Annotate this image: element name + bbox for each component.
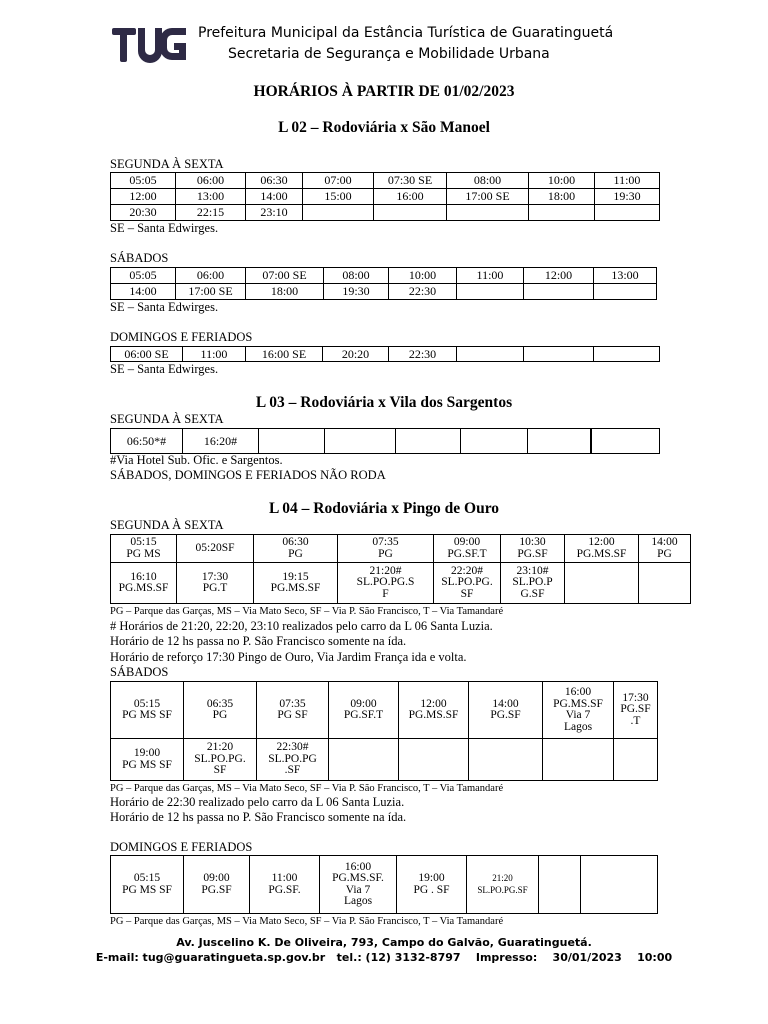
time-cell: 14:00 PG.SF [469, 682, 543, 739]
time-cell: 06:00 SE [111, 347, 183, 362]
time-cell: 08:00 [324, 268, 389, 284]
time-cell: 18:00 [246, 284, 324, 300]
time-cell [329, 739, 399, 781]
time-cell [565, 563, 639, 604]
footer-contact: E-mail: tug@guaratingueta.sp.gov.br tel.: (12) 3132-8797 Impresso: 30/01/2023 10:00 [95, 951, 673, 964]
time-cell: 05:05 [111, 268, 176, 284]
time-cell: 16:20# [183, 429, 259, 454]
time-cell [614, 739, 658, 781]
header-line-1: Prefeitura Municipal da Estância Turística de Guaratinguetá [198, 25, 614, 41]
time-cell: 16:10 PG.MS.SF [111, 563, 177, 604]
l02-saturday-label: SÁBADOS [110, 251, 169, 265]
l02-sunday-label: DOMINGOS E FERIADOS [110, 330, 253, 344]
l02-sunday-table [110, 346, 660, 362]
time-cell: 21:20# SL.PO.PG.S F [338, 563, 434, 604]
time-cell: 22:15 [176, 205, 246, 221]
time-cell: 12:00 PG.MS.SF [565, 535, 639, 563]
l03-title: L 03 – Rodoviária x Vila dos Sargentos [255, 394, 513, 411]
l04-weekday-table [110, 534, 691, 604]
time-cell: 19:15 PG.MS.SF [254, 563, 338, 604]
time-cell: 22:30# SL.PO.PG .SF [257, 739, 329, 781]
table-row [111, 347, 660, 362]
time-cell: 13:00 [594, 268, 657, 284]
table-row [111, 429, 660, 454]
time-cell [592, 429, 660, 454]
time-cell: 19:30 [595, 189, 660, 205]
l04-note-a: # Horários de 21:20, 22:20, 23:10 realizados pelo carro da L 06 Santa Luzia. [110, 619, 493, 633]
header-line-2: Secretaria de Segurança e Mobilidade Urbana [228, 46, 550, 62]
l04-legend-3: PG – Parque das Garças, MS – Via Mato Seco, SF – Via P. São Francisco, T – Via Tamandaré [110, 916, 504, 927]
time-cell [594, 284, 657, 300]
time-cell: 16:00 SE [246, 347, 323, 362]
time-cell [639, 563, 691, 604]
l02-weekday-table [110, 172, 660, 221]
table-row [111, 284, 657, 300]
time-cell: 05:05 [111, 173, 176, 189]
time-cell: 07:30 SE [374, 173, 447, 189]
time-cell: 08:00 [447, 173, 529, 189]
time-cell [595, 205, 660, 221]
time-cell [581, 856, 658, 914]
time-cell: 22:20# SL.PO.PG. SF [434, 563, 501, 604]
time-cell [259, 429, 325, 454]
time-cell: 21:20 SL.PO.PG. SF [184, 739, 257, 781]
l04-note-d: Horário de 22:30 realizado pelo carro da L 06 Santa Luzia. [110, 795, 405, 809]
time-cell: 19:30 [324, 284, 389, 300]
main-title: HORÁRIOS À PARTIR DE 01/02/2023 [253, 83, 515, 100]
time-cell: 14:00 [111, 284, 176, 300]
table-row [111, 189, 660, 205]
time-cell [457, 284, 524, 300]
time-cell: 19:00 PG MS SF [111, 739, 184, 781]
time-cell: 10:00 [529, 173, 595, 189]
table-row [111, 682, 658, 739]
time-cell: 20:30 [111, 205, 176, 221]
time-cell: 12:00 PG.MS.SF [399, 682, 469, 739]
l04-note-e: Horário de 12 hs passa no P. São Francisco somente na ída. [110, 810, 407, 824]
l02-note-2: SE – Santa Edwirges. [110, 300, 219, 314]
time-cell: 10:30 PG.SF [501, 535, 565, 563]
l02-note-1: SE – Santa Edwirges. [110, 221, 219, 235]
l04-note-b: Horário de 12 hs passa no P. São Francisco somente na ída. [110, 634, 407, 648]
time-cell [399, 739, 469, 781]
l02-title: L 02 – Rodoviária x São Manoel [278, 119, 490, 136]
time-cell [543, 739, 614, 781]
time-cell [374, 205, 447, 221]
time-cell: 06:00 [176, 173, 246, 189]
time-cell: 17:00 SE [447, 189, 529, 205]
table-row [111, 173, 660, 189]
table-row [111, 205, 660, 221]
time-cell: 19:00 PG . SF [397, 856, 467, 914]
time-cell: 06:50*# [111, 429, 183, 454]
l04-saturday-table [110, 681, 658, 781]
time-cell: 22:30 [389, 284, 457, 300]
time-cell [529, 205, 595, 221]
time-cell: 11:00 [595, 173, 660, 189]
time-cell: 05:15 PG MS SF [111, 682, 184, 739]
time-cell: 13:00 [176, 189, 246, 205]
l02-weekday-label: SEGUNDA À SEXTA [110, 157, 224, 171]
time-cell: 11:00 PG.SF. [250, 856, 320, 914]
time-cell: 09:00 PG.SF.T [329, 682, 399, 739]
time-cell: 14:00 PG [639, 535, 691, 563]
time-cell [524, 347, 594, 362]
time-cell: 22:30 [389, 347, 457, 362]
l04-saturday-label: SÁBADOS [110, 665, 169, 679]
time-cell [469, 739, 543, 781]
l03-note-2: SÁBADOS, DOMINGOS E FERIADOS NÃO RODA [110, 468, 386, 482]
l04-legend-1: PG – Parque das Garças, MS – Via Mato Seco, SF – Via P. São Francisco, T – Via Tamandaré [110, 606, 504, 617]
tug-logo [110, 22, 188, 66]
l03-note-1: #Via Hotel Sub. Ofic. e Sargentos. [110, 453, 283, 467]
time-cell [524, 284, 594, 300]
time-cell: 17:00 SE [176, 284, 246, 300]
time-cell: 11:00 [457, 268, 524, 284]
time-cell: 05:15 PG MS [111, 535, 177, 563]
time-cell: 06:35 PG [184, 682, 257, 739]
time-cell: 16:00 PG.MS.SF. Via 7 Lagos [320, 856, 397, 914]
table-row [111, 856, 658, 914]
time-cell: 16:00 [374, 189, 447, 205]
time-cell: 21:20 SL.PO.PG.SF [467, 856, 539, 914]
time-cell: 12:00 [111, 189, 176, 205]
time-cell [325, 429, 396, 454]
time-cell: 17:30 PG.T [177, 563, 254, 604]
time-cell [396, 429, 461, 454]
l04-sunday-table [110, 855, 658, 914]
time-cell: 10:00 [389, 268, 457, 284]
time-cell: 06:30 [246, 173, 303, 189]
time-cell: 23:10# SL.PO.P G.SF [501, 563, 565, 604]
table-row [111, 739, 658, 781]
footer-address: Av. Juscelino K. De Oliveira, 793, Campo do Galvão, Guaratinguetá. [176, 936, 592, 949]
time-cell: 16:00 PG.MS.SF Via 7 Lagos [543, 682, 614, 739]
time-cell [303, 205, 374, 221]
time-cell [457, 347, 524, 362]
time-cell: 09:00 PG.SF [184, 856, 250, 914]
time-cell [447, 205, 529, 221]
l03-weekday-table [110, 428, 660, 454]
time-cell: 06:00 [176, 268, 246, 284]
l02-note-3: SE – Santa Edwirges. [110, 362, 219, 376]
l04-legend-2: PG – Parque das Garças, MS – Via Mato Seco, SF – Via P. São Francisco, T – Via Tamandaré [110, 783, 504, 794]
time-cell [461, 429, 528, 454]
l02-saturday-table [110, 267, 657, 300]
time-cell: 05:20SF [177, 535, 254, 563]
l04-note-c: Horário de reforço 17:30 Pingo de Ouro, Via Jardim França ida e volta. [110, 650, 467, 664]
time-cell: 17:30 PG.SF .T [614, 682, 658, 739]
time-cell: 07:35 PG SF [257, 682, 329, 739]
time-cell: 07:00 SE [246, 268, 324, 284]
time-cell: 14:00 [246, 189, 303, 205]
time-cell: 12:00 [524, 268, 594, 284]
time-cell [528, 429, 591, 454]
table-row [111, 563, 691, 604]
time-cell [539, 856, 581, 914]
time-cell: 09:00 PG.SF.T [434, 535, 501, 563]
time-cell: 07:00 [303, 173, 374, 189]
time-cell [594, 347, 660, 362]
time-cell: 15:00 [303, 189, 374, 205]
table-row [111, 268, 657, 284]
l03-weekday-label: SEGUNDA À SEXTA [110, 412, 224, 426]
l04-title: L 04 – Rodoviária x Pingo de Ouro [268, 500, 500, 517]
time-cell: 20:20 [323, 347, 389, 362]
time-cell: 18:00 [529, 189, 595, 205]
time-cell: 05:15 PG MS SF [111, 856, 184, 914]
table-row [111, 535, 691, 563]
time-cell: 06:30 PG [254, 535, 338, 563]
l04-sunday-label: DOMINGOS E FERIADOS [110, 840, 253, 854]
time-cell: 07:35 PG [338, 535, 434, 563]
l04-weekday-label: SEGUNDA À SEXTA [110, 518, 224, 532]
time-cell: 23:10 [246, 205, 303, 221]
time-cell: 11:00 [183, 347, 246, 362]
